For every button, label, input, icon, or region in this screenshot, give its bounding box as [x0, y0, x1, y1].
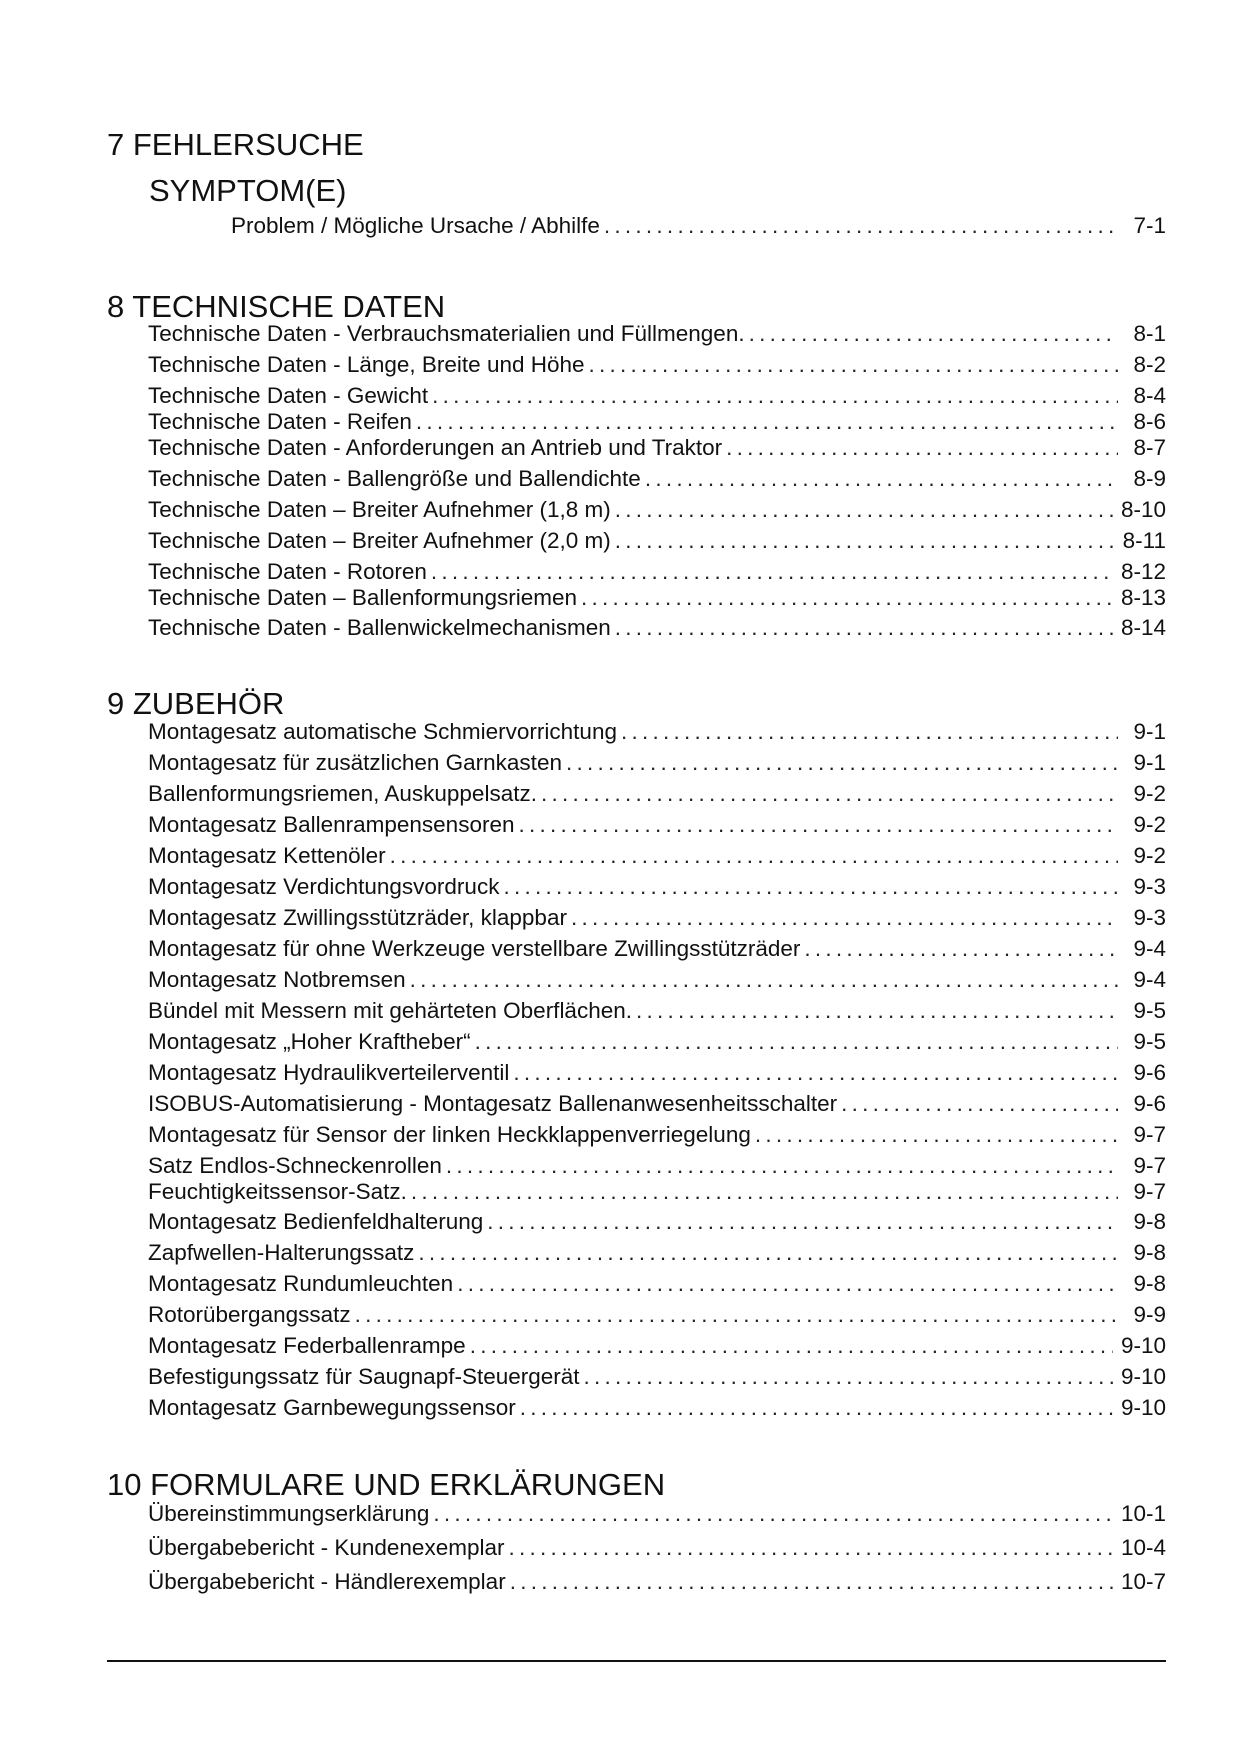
footer-rule [107, 1660, 1166, 1662]
dot-leader [518, 811, 1118, 839]
toc-entry-page: 10-7 [1120, 1569, 1166, 1594]
toc-entry-page: 8-12 [1120, 559, 1166, 584]
toc-entry[interactable] [148, 1568, 1166, 1596]
toc-entry-page: 9-4 [1133, 936, 1166, 961]
toc-entry-page: 8-6 [1133, 409, 1166, 434]
toc-entry-page: 9-6 [1133, 1060, 1166, 1085]
dot-leader [584, 1363, 1113, 1391]
toc-entry-label: Ballenformungsriemen, Auskuppelsatz. [148, 781, 537, 806]
toc-entry-label: Bündel mit Messern mit gehärteten Oberflächen. [148, 998, 632, 1023]
toc-entry[interactable] [148, 408, 1166, 436]
toc-entry-label: Montagesatz Notbremsen [148, 967, 406, 992]
chapter-heading-10: 10 FORMULARE UND ERKLÄRUNGEN [107, 1467, 666, 1502]
dot-leader [726, 434, 1118, 462]
toc-entry-label: Technische Daten - Verbrauchsmaterialien und Füllmengen. [148, 321, 745, 346]
toc-entry-label: Befestigungssatz für Saugnapf-Steuergerät [148, 1364, 580, 1389]
toc-entry-page: 9-3 [1133, 905, 1166, 930]
toc-entry-label: Technische Daten - Reifen [148, 409, 412, 434]
toc-entry-page: 7-1 [1133, 213, 1166, 238]
toc-entry[interactable] [148, 1394, 1166, 1422]
toc-entry-page: 9-3 [1133, 874, 1166, 899]
dot-leader [841, 1090, 1118, 1118]
toc-entry-page: 9-10 [1120, 1333, 1166, 1358]
toc-entry[interactable] [148, 1208, 1166, 1236]
toc-entry-page: 9-7 [1133, 1122, 1166, 1147]
toc-entry[interactable] [148, 320, 1166, 348]
toc-entry-page: 9-9 [1133, 1302, 1166, 1327]
toc-entry-label: Zapfwellen-Halterungssatz [148, 1240, 415, 1265]
toc-entry-page: 9-10 [1120, 1395, 1166, 1420]
dot-leader [566, 749, 1118, 777]
toc-entry-label: Montagesatz Ballenrampensensoren [148, 812, 515, 837]
toc-entry[interactable] [148, 351, 1166, 379]
toc-entry[interactable] [148, 1301, 1166, 1329]
dot-leader [581, 584, 1113, 612]
toc-entry-page: 8-10 [1120, 497, 1166, 522]
toc-entry-page: 8-1 [1133, 321, 1166, 346]
toc-entry-page: 9-4 [1133, 967, 1166, 992]
toc-entry-label: Technische Daten - Ballenwickelmechanismen [148, 615, 611, 640]
toc-entry-label: Montagesatz automatische Schmiervorrichtung [148, 719, 617, 744]
toc-entry[interactable] [148, 527, 1166, 555]
dot-leader [604, 212, 1118, 240]
dot-leader [510, 1568, 1113, 1596]
dot-leader [457, 1270, 1118, 1298]
toc-entry-page: 9-2 [1133, 812, 1166, 837]
toc-entry-page: 9-1 [1133, 719, 1166, 744]
toc-entry-label: Technische Daten – Ballenformungsriemen [148, 585, 577, 610]
dot-leader [615, 496, 1113, 524]
dot-leader [487, 1208, 1118, 1236]
dot-leader [508, 1534, 1112, 1562]
toc-entry[interactable] [148, 434, 1166, 462]
dot-leader [589, 351, 1118, 379]
toc-entry-page: 8-7 [1133, 435, 1166, 460]
toc-entry-page: 9-8 [1133, 1271, 1166, 1296]
dot-leader [470, 1332, 1113, 1360]
toc-entry-label: Montagesatz Bedienfeldhalterung [148, 1209, 484, 1234]
toc-entry[interactable] [148, 558, 1166, 586]
toc-entry-label: Montagesatz Zwillingsstützräder, klappbar [148, 905, 567, 930]
toc-entry[interactable] [148, 1152, 1166, 1180]
dot-leader [431, 558, 1113, 586]
toc-entry-page: 9-2 [1133, 843, 1166, 868]
toc-entry[interactable] [148, 1500, 1166, 1528]
toc-entry[interactable] [148, 1178, 1166, 1206]
toc-entry-label: Montagesatz Rundumleuchten [148, 1271, 454, 1296]
toc-entry-page: 10-1 [1120, 1501, 1166, 1526]
toc-entry-page: 9-7 [1133, 1153, 1166, 1178]
toc-entry-page: 9-8 [1133, 1209, 1166, 1234]
toc-entry[interactable] [148, 904, 1166, 932]
dot-leader [804, 935, 1118, 963]
toc-entry[interactable] [148, 496, 1166, 524]
toc-entry-label: Montagesatz Kettenöler [148, 843, 386, 868]
toc-entry-page: 8-13 [1120, 585, 1166, 610]
toc-entry-label: Technische Daten - Gewicht [148, 383, 429, 408]
toc-entry[interactable] [148, 1121, 1166, 1149]
toc-entry-label: Technische Daten - Länge, Breite und Höhe [148, 352, 585, 377]
toc-entry-label: Technische Daten – Breiter Aufnehmer (2,0 m) [148, 528, 611, 553]
dot-leader [355, 1301, 1118, 1329]
dot-leader [755, 1121, 1118, 1149]
toc-entry-label: Übereinstimmungserklärung [148, 1501, 430, 1526]
toc-entry[interactable] [148, 1332, 1166, 1360]
toc-entry-label: Montagesatz Hydraulikverteilerventil [148, 1060, 510, 1085]
toc-entry[interactable] [148, 614, 1166, 642]
dot-leader [615, 527, 1115, 555]
dot-leader [513, 1059, 1118, 1087]
toc-entry-label: Technische Daten - Rotoren [148, 559, 427, 584]
toc-entry[interactable] [148, 935, 1166, 963]
chapter-heading-7: 7 FEHLERSUCHE [107, 127, 364, 162]
toc-entry-label: Technische Daten – Breiter Aufnehmer (1,8 m) [148, 497, 611, 522]
toc-entry-page: 8-11 [1122, 528, 1166, 553]
toc-entry[interactable] [148, 966, 1166, 994]
toc-entry[interactable] [231, 212, 1166, 240]
toc-entry-page: 8-9 [1133, 466, 1166, 491]
dot-leader [541, 780, 1118, 808]
dot-leader [615, 614, 1113, 642]
dot-leader [432, 382, 1118, 410]
dot-leader [636, 997, 1118, 1025]
toc-entry[interactable] [148, 1534, 1166, 1562]
toc-entry[interactable] [148, 842, 1166, 870]
dot-leader [520, 1394, 1113, 1422]
toc-entry-page: 9-6 [1133, 1091, 1166, 1116]
toc-entry-label: Übergabebericht - Händlerexemplar [148, 1569, 506, 1594]
toc-entry-label: Montagesatz Verdichtungsvordruck [148, 874, 500, 899]
dot-leader [411, 1178, 1118, 1206]
toc-entry-page: 9-2 [1133, 781, 1166, 806]
toc-entry[interactable] [148, 584, 1166, 612]
chapter-heading-9: 9 ZUBEHÖR [107, 686, 285, 721]
toc-entry-page: 10-4 [1120, 1535, 1166, 1560]
dot-leader [645, 465, 1118, 493]
toc-entry-page: 8-2 [1133, 352, 1166, 377]
toc-entry[interactable] [148, 749, 1166, 777]
toc-entry[interactable] [148, 873, 1166, 901]
toc-entry[interactable] [148, 1028, 1166, 1056]
toc-entry[interactable] [148, 465, 1166, 493]
toc-entry[interactable] [148, 1270, 1166, 1298]
toc-entry[interactable] [148, 1090, 1166, 1118]
toc-entry-page: 9-5 [1133, 998, 1166, 1023]
toc-entry-label: Übergabebericht - Kundenexemplar [148, 1535, 505, 1560]
dot-leader [446, 1152, 1118, 1180]
toc-entry[interactable] [148, 382, 1166, 410]
toc-entry-label: Technische Daten - Ballengröße und Ballendichte [148, 466, 641, 491]
toc-entry-label: Problem / Mögliche Ursache / Abhilfe [231, 213, 600, 238]
toc-entry-label: Montagesatz für Sensor der linken Heckklappenverriegelung [148, 1122, 751, 1147]
toc-entry[interactable] [148, 811, 1166, 839]
toc-entry-label: Feuchtigkeitssensor-Satz. [148, 1179, 407, 1204]
dot-leader [571, 904, 1118, 932]
dot-leader [410, 966, 1118, 994]
dot-leader [418, 1239, 1118, 1267]
chapter-heading-8: 8 TECHNISCHE DATEN [107, 289, 446, 324]
toc-entry-label: Montagesatz Federballenrampe [148, 1333, 466, 1358]
toc-entry-page: 8-14 [1120, 615, 1166, 640]
toc-entry-page: 9-5 [1133, 1029, 1166, 1054]
dot-leader [390, 842, 1118, 870]
toc-entry[interactable] [148, 780, 1166, 808]
toc-entry-label: Montagesatz Garnbewegungssensor [148, 1395, 516, 1420]
subheading-symptome: SYMPTOM(E) [149, 173, 347, 208]
toc-entry[interactable] [148, 997, 1166, 1025]
dot-leader [749, 320, 1118, 348]
toc-entry-label: Rotorübergangssatz [148, 1302, 351, 1327]
toc-entry-label: Satz Endlos-Schneckenrollen [148, 1153, 442, 1178]
toc-entry-label: ISOBUS-Automatisierung - Montagesatz Ballenanwesenheitsschalter [148, 1091, 838, 1116]
toc-entry-page: 8-4 [1133, 383, 1166, 408]
toc-entry-label: Montagesatz für ohne Werkzeuge verstellbare Zwillingsstützräder [148, 936, 801, 961]
dot-leader [433, 1500, 1113, 1528]
dot-leader [416, 408, 1118, 436]
toc-entry-page: 9-8 [1133, 1240, 1166, 1265]
toc-entry-page: 9-7 [1133, 1179, 1166, 1204]
toc-entry-page: 9-1 [1133, 750, 1166, 775]
toc-entry[interactable] [148, 1059, 1166, 1087]
toc-entry[interactable] [148, 1363, 1166, 1391]
toc-entry[interactable] [148, 718, 1166, 746]
dot-leader [503, 873, 1118, 901]
dot-leader [621, 718, 1118, 746]
toc-entry[interactable] [148, 1239, 1166, 1267]
toc-entry-page: 9-10 [1120, 1364, 1166, 1389]
toc-entry-label: Montagesatz „Hoher Kraftheber“ [148, 1029, 471, 1054]
dot-leader [475, 1028, 1118, 1056]
toc-entry-label: Technische Daten - Anforderungen an Antrieb und Traktor [148, 435, 723, 460]
toc-entry-label: Montagesatz für zusätzlichen Garnkasten [148, 750, 562, 775]
